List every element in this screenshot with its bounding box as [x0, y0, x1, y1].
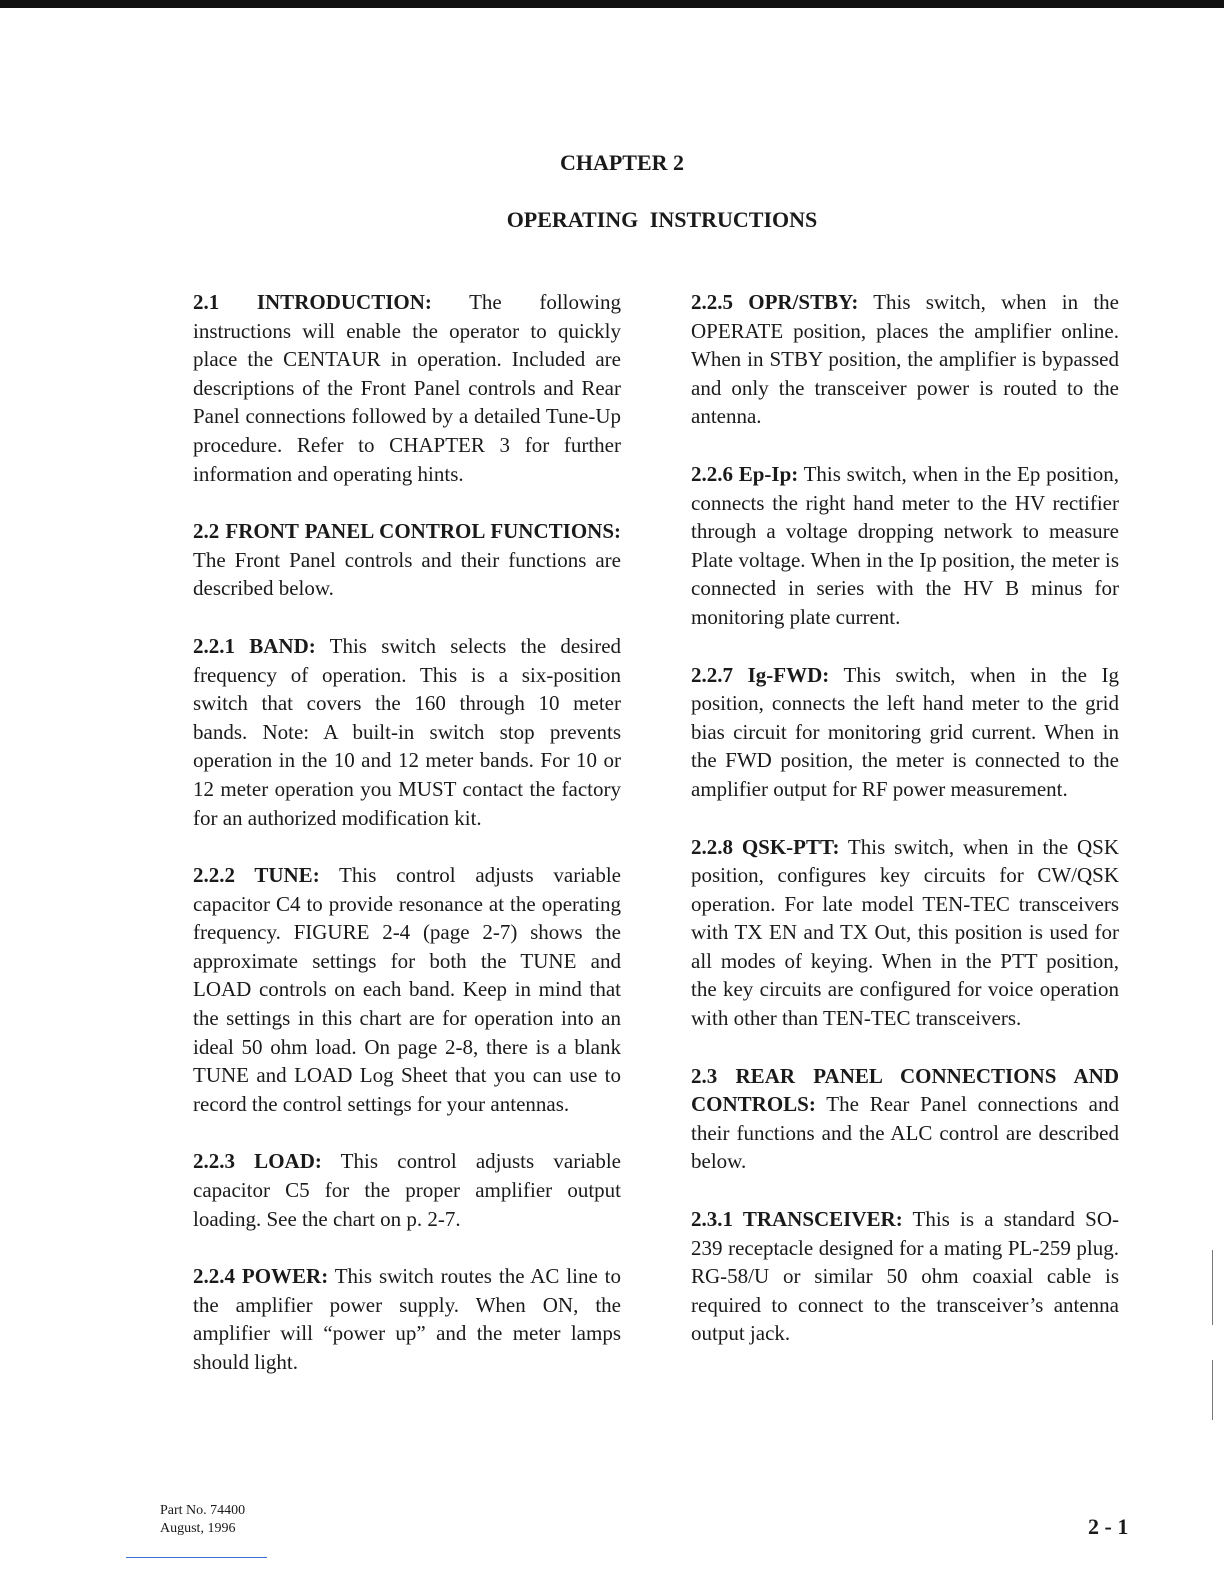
- section-heading: 2.2.1 BAND:: [193, 633, 316, 658]
- section-heading: 2.2.5 OPR/STBY:: [691, 290, 859, 314]
- part-number: Part No. 74400: [160, 1503, 246, 1518]
- section-2-2-1: [193, 632, 621, 832]
- section-2-2-2: [193, 861, 621, 1118]
- section-text: The Front Panel controls and their functions are described below.: [193, 547, 621, 601]
- section-heading: 2.2.8 QSK-PTT:: [691, 834, 840, 859]
- section-text: This switch, when in the QSK position, configures key circuits for CW/QSK operation. For late model TEN-TEC transceivers with TX EN and TX Out, this position is used for all modes of keying. When in the PTT position, the key circuits are configured for voice operation with other than TEN-TEC transceivers.: [691, 834, 1119, 1031]
- section-text: The Rear Panel connections and their functions and the ALC control are described below.: [691, 1092, 1120, 1174]
- section-text: This switch selects the desired frequency of operation. This is a six-position switch that covers the 160 through 10 meter bands. Note: A built-in switch stop prevents operation in the 10 and 12 meter bands. For 10 or 12 meter operation you MUST contact the factory for an authorized modification kit.: [193, 633, 622, 830]
- top-border-rule: [0, 0, 1224, 8]
- chapter-number: CHAPTER 2: [559, 150, 685, 175]
- section-heading: 2.2 FRONT PANEL CONTROL FUNCTIONS:: [193, 519, 621, 544]
- section-2-2-8: [691, 833, 1119, 1033]
- section-heading: 2.2.6 Ep-Ip:: [691, 461, 799, 486]
- section-2-2-5: [691, 288, 1119, 431]
- section-text: This is a standard SO-239 receptacle designed for a mating PL-259 plug. RG-58/U or similar 50 ohm coaxial cable is required to connect to the transceiver’s antenna output jack.: [691, 1207, 1119, 1346]
- section-2-1: [193, 288, 621, 488]
- right-column: [691, 288, 1119, 1377]
- section-heading: 2.3 REAR PANEL CONNECTIONS AND CONTROLS:: [691, 1063, 1119, 1117]
- footer-part-info: [160, 1502, 245, 1538]
- section-heading: 2.2.3 LOAD:: [193, 1149, 322, 1174]
- section-text: This control adjusts variable capacitor C4 to provide resonance at the operating frequency. FIGURE 2-4 (page 2-7) shows the approximate settings for both the TUNE and LOAD controls on each band. Keep in mind that the settings in this chart are for operation into an ideal 50 ohm load. On page 2-8, there is a blank TUNE and LOAD Log Sheet that you can use to record the control settings for your antennas.: [193, 863, 621, 1116]
- page-number: 2 - 1: [1088, 1514, 1129, 1539]
- chapter-title: OPERATING INSTRUCTIONS: [506, 207, 818, 232]
- left-column: [193, 288, 621, 1406]
- section-text: This control adjusts variable capacitor C5 for the proper amplifier output loading. See the chart on p. 2-7.: [193, 1149, 622, 1231]
- section-2-3: [691, 1062, 1119, 1176]
- section-2-2-3: [193, 1147, 621, 1233]
- section-heading: 2.1 INTRODUCTION:: [193, 290, 432, 314]
- bottom-rule: [126, 1557, 267, 1558]
- section-2-2-4: [193, 1262, 621, 1376]
- scan-edge-mark: [1212, 1360, 1213, 1420]
- scan-edge-mark: [1212, 1250, 1213, 1325]
- section-heading: 2.3.1 TRANSCEIVER:: [691, 1207, 903, 1232]
- section-heading: 2.2.7 Ig-FWD:: [691, 662, 830, 687]
- section-text: This switch routes the AC line to the amplifier power supply. When ON, the amplifier will “power up” and the meter lamps should light.: [193, 1264, 622, 1374]
- section-text: This switch, when in the Ep position, connects the right hand meter to the HV rectifier through a voltage dropping network to measure Plate voltage. When in the Ip position, the meter is connected in series with the HV B minus for monitoring plate current.: [691, 461, 1120, 629]
- section-2-3-1: [691, 1205, 1119, 1348]
- publication-date: August, 1996: [160, 1521, 236, 1536]
- section-text: The following instructions will enable the operator to quickly place the CENTAUR in operation. Included are descriptions of the Front Panel controls and Rear Panel connections followed by a detailed Tune-Up procedure. Refer to CHAPTER 3 for further information and operating hints.: [193, 290, 622, 486]
- section-heading: 2.2.4 POWER:: [193, 1264, 329, 1289]
- section-2-2-7: [691, 661, 1119, 804]
- section-text: This switch, when in the Ig position, connects the left hand meter to the grid bias circuit for monitoring grid current. When in the FWD position, the meter is connected to the amplifier output for RF power measurement.: [691, 662, 1120, 801]
- section-heading: 2.2.2 TUNE:: [193, 863, 320, 888]
- section-2-2-6: [691, 460, 1119, 632]
- section-text: This switch, when in the OPERATE position, places the amplifier online. When in STBY position, the amplifier is bypassed and only the transceiver power is routed to the antenna.: [691, 290, 1120, 429]
- section-2-2: [193, 517, 621, 603]
